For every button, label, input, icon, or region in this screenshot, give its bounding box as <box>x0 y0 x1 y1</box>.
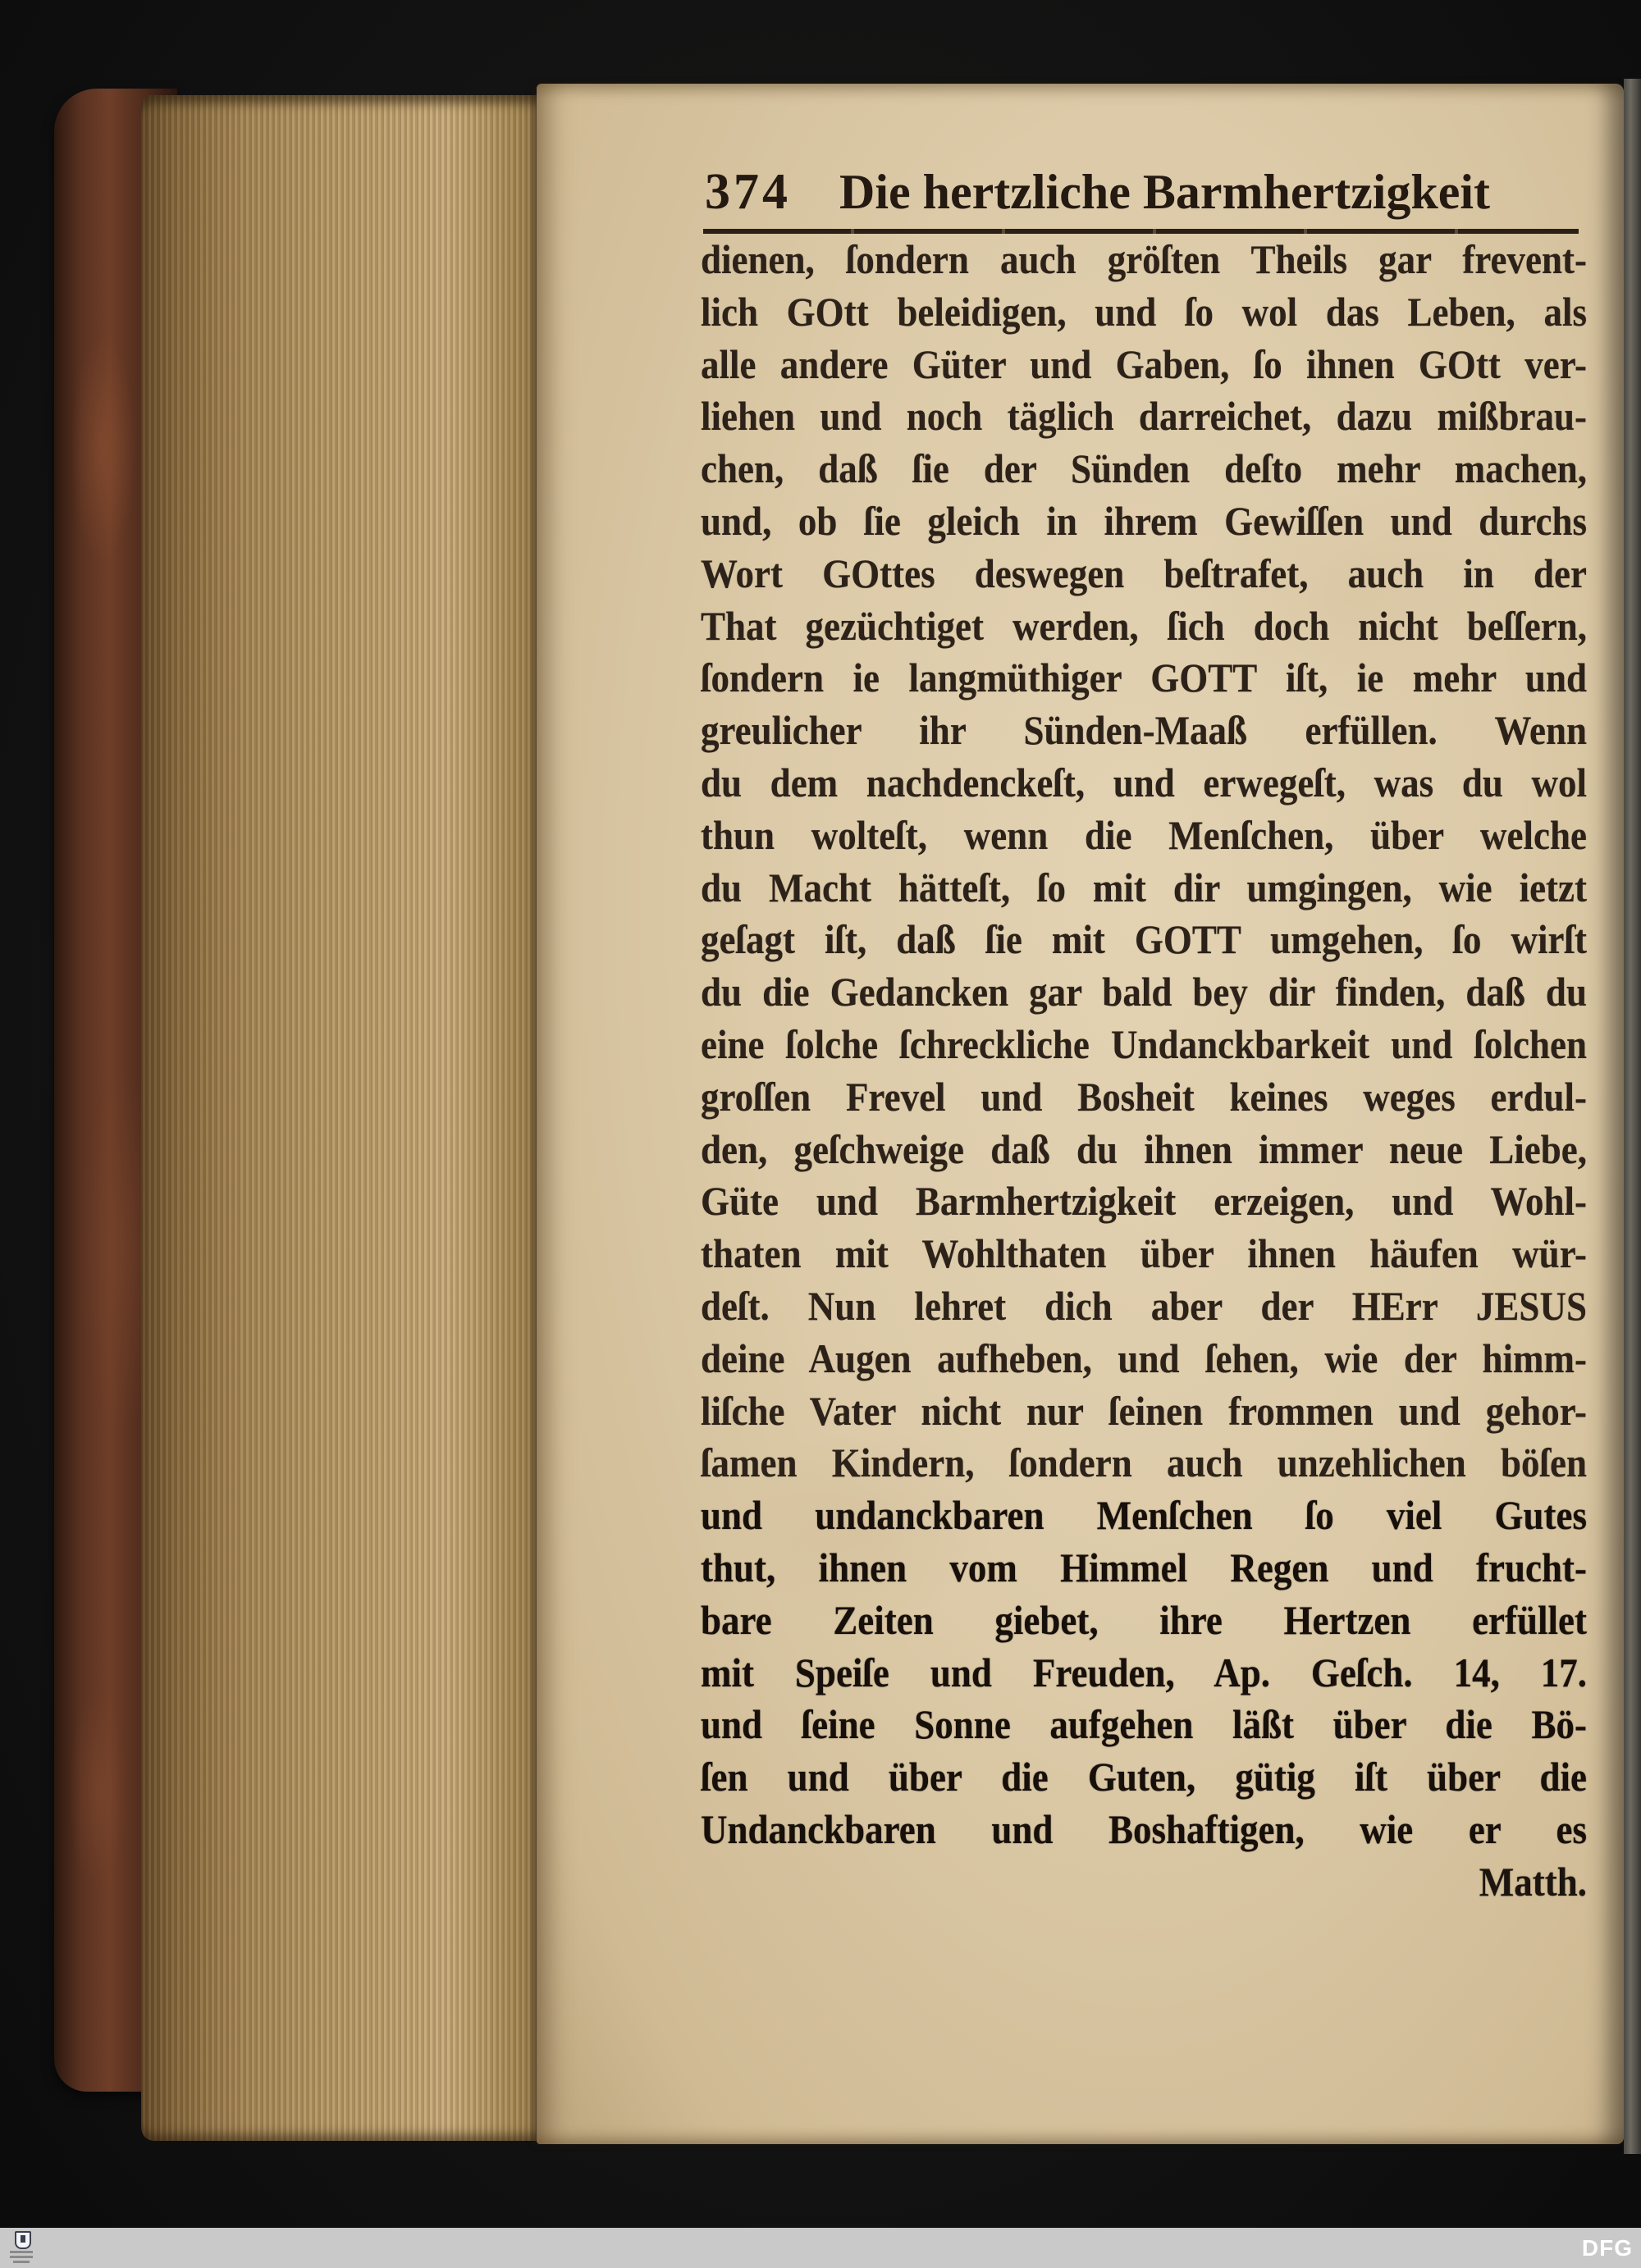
text-line: und undanckbaren Menſchen ſo viel Gutes <box>701 1492 1587 1539</box>
text-line: liſche Vater nicht nur ſeinen frommen und gehor- <box>701 1387 1587 1434</box>
page-number: 374 <box>705 164 791 220</box>
logo-caption-mark <box>10 2256 33 2258</box>
dfg-logo[interactable]: DFG <box>1581 2235 1633 2261</box>
text-line: ſamen Kindern, ſondern auch unzehlichen böſen <box>701 1440 1587 1486</box>
text-line: du Macht hätteſt, ſo mit dir umgingen, wie ietzt <box>701 864 1587 910</box>
text-line: Wort GOttes deswegen beſtrafet, auch in der <box>701 550 1587 596</box>
logo-caption-mark <box>13 2261 30 2263</box>
text-line: und, ob ſie gleich in ihrem Gewiſſen und durchs <box>701 497 1587 544</box>
text-line: thun wolteſt, wenn die Menſchen, über welche <box>701 811 1587 858</box>
text-line: lich GOtt beleidigen, und ſo wol das Leben, als <box>701 288 1587 335</box>
text-line: deſt. Nun lehret dich aber der HErr JESUS <box>701 1282 1587 1329</box>
text-line: groſſen Frevel und Bosheit keines weges erdul- <box>701 1073 1587 1120</box>
text-line: mit Speiſe und Freuden, Ap. Geſch. 14, 17. <box>701 1649 1587 1695</box>
text-line: ſen und über die Guten, gütig iſt über die <box>701 1754 1587 1800</box>
text-line: eine ſolche ſchreckliche Undanckbarkeit und ſolchen <box>701 1020 1587 1067</box>
text-line: du dem nachdenckeſt, und erwegeſt, was du wol <box>701 759 1587 805</box>
text-line: liehen und noch täglich darreichet, dazu mißbrau- <box>701 393 1587 440</box>
body-text <box>701 234 1587 1909</box>
text-line: alle andere Güter und Gaben, ſo ihnen GOtt ver- <box>701 340 1587 387</box>
running-head: Die hertzliche Barmhertzigkeit <box>839 165 1491 219</box>
logo-caption-mark <box>10 2251 33 2253</box>
text-line: greulicher ihr Sünden-Maaß erfüllen. Wenn <box>701 707 1587 754</box>
text-line: den, geſchweige daß du ihnen immer neue Liebe, <box>701 1125 1587 1172</box>
library-logo-icon[interactable] <box>10 2231 33 2265</box>
text-line: chen, daß ſie der Sünden deſto mehr machen, <box>701 445 1587 492</box>
text-line: thaten mit Wohlthaten über ihnen häufen wür- <box>701 1230 1587 1277</box>
footer-bar <box>0 2228 1641 2268</box>
text-line: bare Zeiten giebet, ihre Hertzen erfüllet <box>701 1596 1587 1643</box>
text-line: dienen, ſondern auch gröſten Theils gar frevent- <box>701 236 1587 282</box>
text-line: und ſeine Sonne aufgehen läßt über die Bö- <box>701 1701 1587 1748</box>
text-line: Güte und Barmhertzigkeit erzeigen, und Wohl- <box>701 1178 1587 1225</box>
text-line: That gezüchtiget werden, ſich doch nicht beſſern, <box>701 602 1587 649</box>
text-line: deine Augen aufheben, und ſehen, wie der himm- <box>701 1335 1587 1381</box>
text-line: thut, ihnen vom Himmel Regen und frucht- <box>701 1544 1587 1590</box>
crest-icon <box>15 2231 31 2249</box>
text-line: Undanckbaren und Boshaftigen, wie er es <box>701 1805 1587 1852</box>
catchword: Matth. <box>1479 1858 1587 1905</box>
page-edges <box>141 95 556 2141</box>
book-page <box>537 84 1624 2144</box>
text-line: ſondern ie langmüthiger GOTT iſt, ie mehr und <box>701 655 1587 701</box>
text-line: du die Gedancken gar bald bey dir finden, daß du <box>701 969 1587 1015</box>
facing-page-edge <box>1624 79 1641 2154</box>
text-line: geſagt iſt, daß ſie mit GOTT umgehen, ſo wirſt <box>701 916 1587 963</box>
